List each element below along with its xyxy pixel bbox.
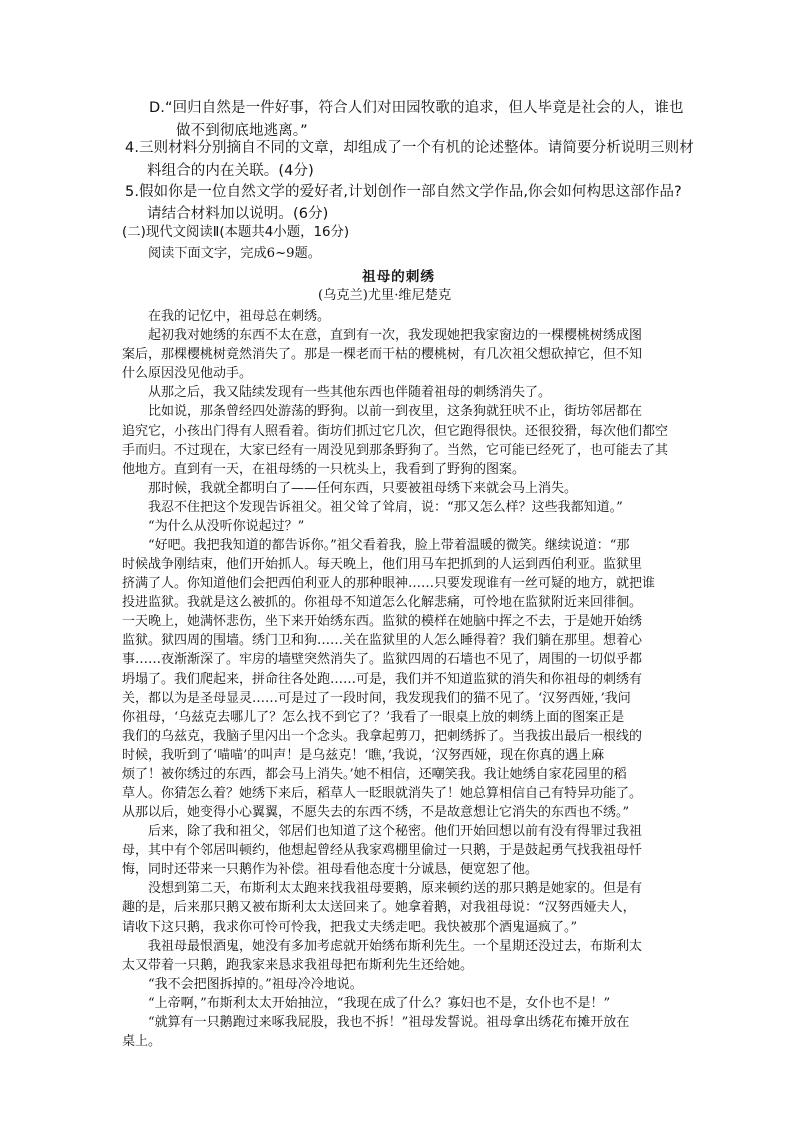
article-paragraph-line: “我不会把图拆掉的。”祖母冷冷地说。 <box>148 976 363 992</box>
article-paragraph-line: 挤满了人。你知道他们会把西伯利亚人的那种眼神……只要发现谁有一丝可疑的地方，就把谁 <box>122 576 656 592</box>
article-paragraph-line: 关，都以为是圣母显灵……可是过了一段时间，我发现我们的猫不见了。‘汉努西娅，’我问 <box>122 690 631 706</box>
article-paragraph-line: 烦了！被你绣过的东西，都会马上消失。’她不相信，还嘲笑我。我让她绣自家花园里的稻 <box>122 766 627 782</box>
article-paragraph-line: 案后，那棵樱桃树竟然消失了。那是一棵老而干枯的樱桃树，有几次祖父想砍掉它，但不知 <box>122 347 643 363</box>
article-author: (乌克兰)尤里·维尼楚克 <box>318 288 452 303</box>
option-d-line-1: D.“回归自然是一件好事，符合人们对田园牧歌的追求，但人毕竟是社会的人，谁也 <box>149 100 684 116</box>
article-paragraph-line: 在我的记忆中，祖母总在刺绣。 <box>148 309 331 324</box>
question-5-line-2: 请结合材料加以说明。(6分) <box>147 206 329 222</box>
article-paragraph-line: 我忍不住把这个发现告诉祖父。祖父耸了耸肩，说：“那又怎么样？这些我都知道。” <box>148 499 623 515</box>
article-paragraph-line: 请收下这只鹅，我求你可怜可怜我，把我丈夫绣走吧。我快被那个酒鬼逼疯了。” <box>122 919 578 935</box>
article-paragraph-line: 时候，我听到了‘喵喵’的叫声！是乌兹克！‘瞧，’我说，‘汉努西娅，现在你真的遇上麻 <box>122 747 605 763</box>
article-paragraph-line: 我们的乌兹克，我脑子里闪出一个念头。我拿起剪刀，把刺绣拆了。当我拔出最后一根线的 <box>122 728 643 744</box>
article-paragraph-line: 投进监狱。我就是这么被抓的。你祖母不知道怎么化解悲痛，可怜地在监狱附近来回徘徊。 <box>122 595 643 611</box>
question-4-line-2: 料组合的内在关联。(4分) <box>147 163 314 179</box>
article-paragraph-line: 时候战争刚结束，他们开始抓人。每天晚上，他们用马车把抓到的人运到西伯利亚。监狱里 <box>122 557 643 572</box>
article-paragraph-line: 从那之后，我又陆续发现有一些其他东西也伴随着祖母的刺绣消失了。 <box>148 385 552 401</box>
article-paragraph-line: 太又带着一只鹅，跑我家来恳求我祖母把布斯利先生还给她。 <box>122 957 474 973</box>
section-heading: (二)现代文阅读Ⅱ(本题共4小题，16分) <box>122 225 350 240</box>
article-paragraph-line: 事……夜渐渐深了。牢房的墙壁突然消失了。监狱四周的石墙也不见了，周围的一切似乎都 <box>122 652 643 668</box>
article-title: 祖母的刺绣 <box>362 269 435 285</box>
article-paragraph-line: 我祖母最恨酒鬼，她没有多加考虑就开始绣布斯利先生。一个星期还没过去，布斯利太 <box>148 938 643 954</box>
article-paragraph-line: 桌上。 <box>122 1034 162 1049</box>
article-paragraph-line: 监狱。狱四周的围墙。绣门卫和狗……关在监狱里的人怎么睡得着？我们躺在那里。想着心 <box>122 633 643 649</box>
article-paragraph-line: 坍塌了。我们爬起来，拼命往各处跑……可是，我们并不知道监狱的消失和你祖母的刺绣有 <box>122 671 643 687</box>
article-paragraph-line: 追究它，小孩出门得有人照看着。街坊们抓过它几次，但它跑得很快。还很狡猾，每次他们都空 <box>122 423 669 439</box>
article-paragraph-line: 他地方。直到有一天，在祖母绣的一只枕头上，我看到了野狗的图案。 <box>122 461 526 477</box>
question-5-line-1: 5.假如你是一位自然文学的爱好者,计划创作一部自然文学作品,你会如何构思这部作品? <box>125 184 682 200</box>
question-4-line-1: 4.三则材料分别摘自不同的文章，却组成了一个有机的论述整体。请简要分析说明三则材 <box>125 140 694 156</box>
article-paragraph-line: 没想到第二天，布斯利太太跑来找我祖母要鹅，原来顿约送的那只鹅是她家的。但是有 <box>148 881 643 897</box>
article-paragraph-line: 什么原因没见他动手。 <box>122 366 253 382</box>
article-paragraph-line: 趣的是，后来那只鹅又被布斯利太太送回来了。她拿着鹅，对我祖母说：“汉努西娅夫人， <box>122 900 636 916</box>
article-paragraph-line: 那时候，我就全都明白了——任何东西，只要被祖母绣下来就会马上消失。 <box>148 480 578 496</box>
article-paragraph-line: 后来，除了我和祖父，邻居们也知道了这个秘密。他们开始回想以前有没有得罪过我祖 <box>148 824 643 840</box>
article-paragraph-line: 母，其中有个邻居叫顿约，他想起曾经从我家鸡棚里偷过一只鹅，于是鼓起勇气找我祖母忏 <box>122 843 643 859</box>
article-paragraph-line: 比如说，那条曾经四处游荡的野狗。以前一到夜里，这条狗就狂吠不止，街坊邻居都在 <box>148 404 643 420</box>
article-paragraph-line: 从那以后，她变得小心翼翼，不愿失去的东西不绣，不是故意想让它消失的东西也不绣。” <box>122 805 630 821</box>
article-paragraph-line: “就算有一只鹅跑过来啄我屁股，我也不拆！”祖母发誓说。祖母拿出绣花布摊开放在 <box>148 1014 630 1030</box>
article-paragraph-line: 悔，同时还带来一只鹅作为补偿。祖母看他态度十分诚恳，便宽恕了他。 <box>122 862 539 878</box>
article-paragraph-line: “为什么从没听你说起过？” <box>148 518 305 534</box>
article-paragraph-line: “好吧。我把我知道的都告诉你。”祖父看着我，脸上带着温暖的微笑。继续说道：“那 <box>148 537 630 553</box>
article-paragraph-line: “上帝啊，”布斯利太太开始抽泣，“我现在成了什么？寡妇也不是，女仆也不是！” <box>148 995 611 1011</box>
article-paragraph-line: 草人。你猜怎么着？她绣下来后，稻草人一眨眼就消失了！她总算相信自己有特异功能了。 <box>122 786 643 801</box>
option-d-line-2: 做不到彻底地逃离。” <box>176 123 308 139</box>
article-paragraph-line: 一天晚上，她满怀悲伤，坐下来开始绣东西。监狱的模样在她脑中挥之不去，于是她开始绣 <box>122 614 643 630</box>
article-paragraph-line: 手而归。不过现在，大家已经有一周没见到那条野狗了。当然，它可能已经死了，也可能去了其 <box>122 442 669 458</box>
article-paragraph-line: 你祖母，‘乌兹克去哪儿了？怎么找不到它了？’我看了一眼桌上放的刺绣上面的图案正是 <box>122 709 625 725</box>
article-paragraph-line: 起初我对她绣的东西不太在意，直到有一次，我发现她把我家窗边的一棵樱桃树绣成图 <box>148 328 643 344</box>
section-instruction: 阅读下面文字，完成6~9题。 <box>148 246 321 261</box>
